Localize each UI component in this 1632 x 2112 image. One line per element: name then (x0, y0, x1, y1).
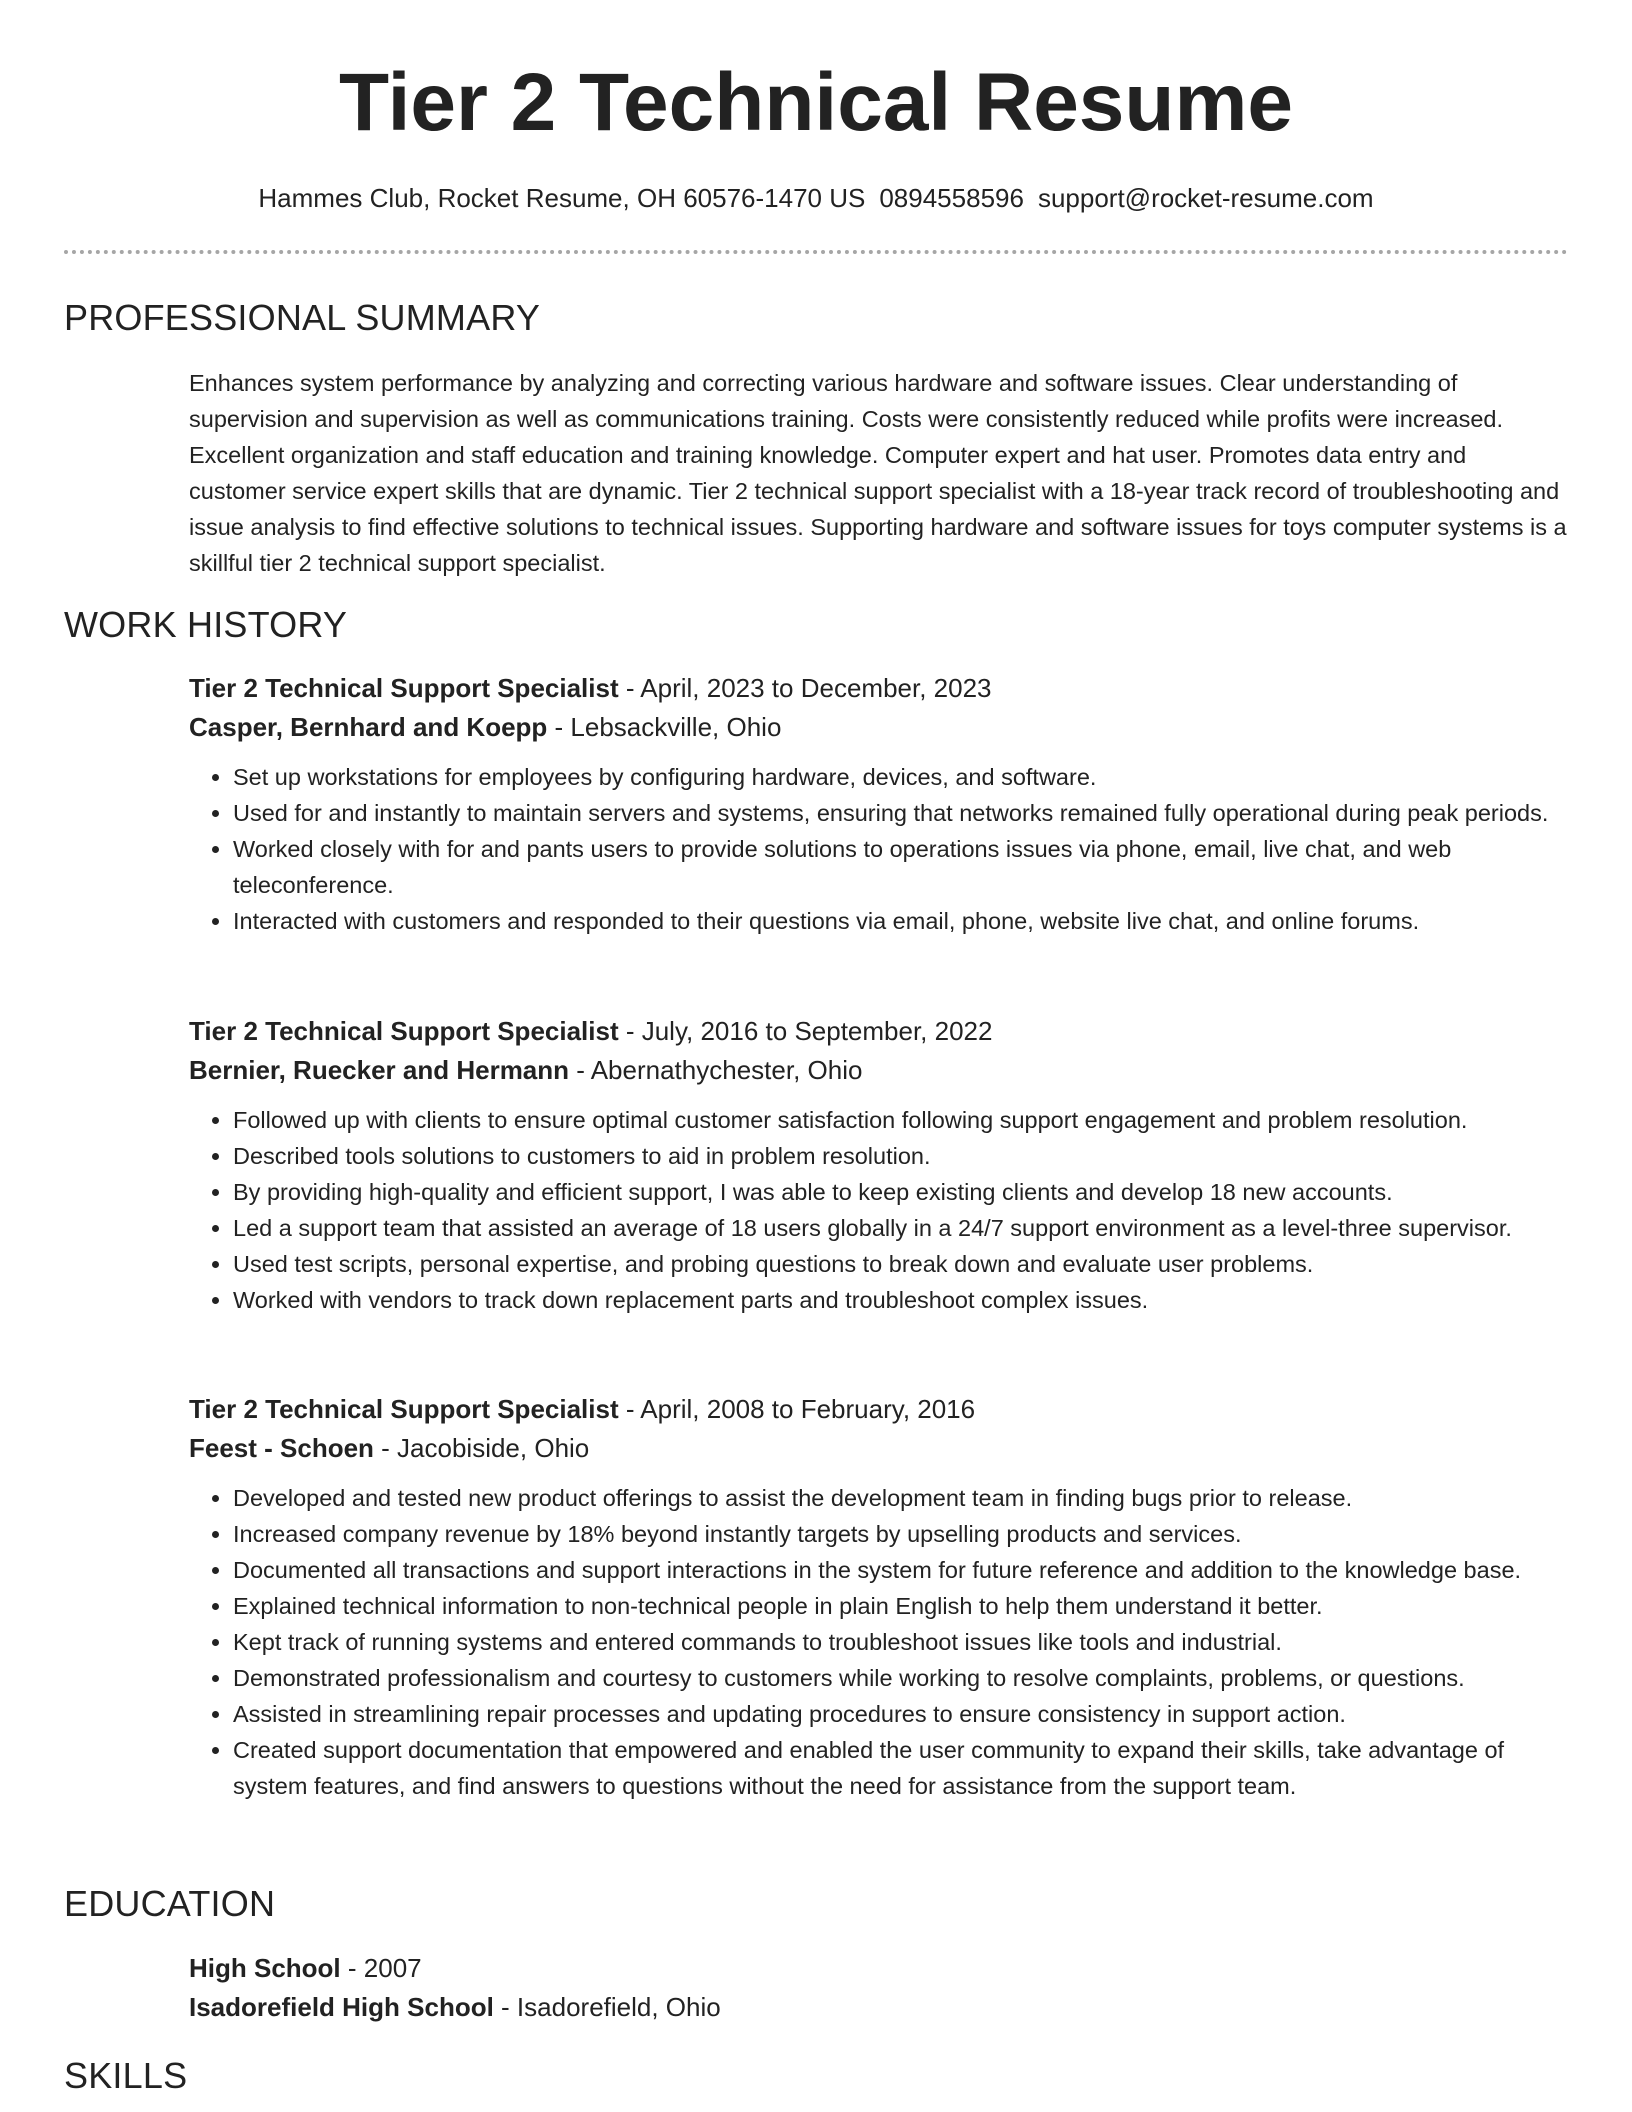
job-bullet: • Described tools solutions to customers to aid in problem resolution. (233, 1138, 1569, 1174)
section-title-work: WORK HISTORY (64, 604, 348, 645)
contact-line (0, 180, 1632, 216)
job-bullet: • Used for and instantly to maintain servers and systems, ensuring that networks remained fully operational during peak periods. (233, 795, 1569, 831)
contact-phone: 0894558596 (879, 183, 1024, 213)
job-entry (189, 1390, 1569, 1804)
job-location: - Abernathychester, Ohio (569, 1055, 863, 1085)
job-bullet: • Used test scripts, personal expertise, and probing questions to break down and evaluate user problems. (233, 1246, 1569, 1282)
job-bullet: • Led a support team that assisted an average of 18 users globally in a 24/7 support environment as a level-three supervisor. (233, 1210, 1569, 1246)
job-company-line (189, 1051, 1569, 1090)
section-title-summary: PROFESSIONAL SUMMARY (64, 297, 541, 338)
job-bullet: • Increased company revenue by 18% beyond instantly targets by upselling products and services. (233, 1516, 1569, 1552)
job-bullet: • Explained technical information to non-technical people in plain English to help them understand it better. (233, 1588, 1569, 1624)
education-location: - Isadorefield, Ohio (493, 1992, 721, 2022)
job-company-line (189, 1429, 1569, 1468)
job-bullets (189, 1480, 1569, 1804)
section-title-skills: SKILLS (64, 2055, 188, 2096)
job-title-line (189, 1390, 1569, 1429)
job-bullet: • By providing high-quality and efficient support, I was able to keep existing clients and develop 18 new accounts. (233, 1174, 1569, 1210)
education-school-line (189, 1988, 1569, 2027)
job-title-line (189, 1012, 1569, 1051)
education-entry (189, 1949, 1569, 2027)
job-entry (189, 669, 1569, 939)
resume-name: Tier 2 Technical Resume (338, 57, 1294, 148)
job-title: Tier 2 Technical Support Specialist (189, 1394, 619, 1424)
job-company-line (189, 708, 1569, 747)
job-title-line (189, 669, 1569, 708)
job-bullet: • Set up workstations for employees by configuring hardware, devices, and software. (233, 759, 1569, 795)
job-bullets (189, 759, 1569, 939)
job-bullets (189, 1102, 1569, 1318)
job-location: - Jacobiside, Ohio (373, 1433, 590, 1463)
job-bullet: • Followed up with clients to ensure optimal customer satisfaction following support engagement and problem resolution. (233, 1102, 1569, 1138)
job-company: Bernier, Ruecker and Hermann (189, 1055, 570, 1085)
contact-address: Hammes Club, Rocket Resume, OH 60576-1470 US (258, 183, 866, 213)
job-company: Feest - Schoen (189, 1433, 374, 1463)
education-degree: High School (189, 1953, 341, 1983)
job-bullet: • Created support documentation that empowered and enabled the user community to expand their skills, take advantage of system features, and find answers to questions without the need for assistance from the support team. (233, 1732, 1569, 1804)
job-dates: - April, 2023 to December, 2023 (618, 673, 992, 703)
job-dates: - July, 2016 to September, 2022 (618, 1016, 993, 1046)
job-bullet: • Interacted with customers and responded to their questions via email, phone, website live chat, and online forums. (233, 903, 1569, 939)
job-bullet: • Demonstrated professionalism and courtesy to customers while working to resolve complaints, problems, or questions. (233, 1660, 1569, 1696)
job-dates: - April, 2008 to February, 2016 (618, 1394, 976, 1424)
job-entry (189, 1012, 1569, 1318)
job-location: - Lebsackville, Ohio (547, 712, 782, 742)
section-title-education: EDUCATION (64, 1883, 276, 1924)
job-title: Tier 2 Technical Support Specialist (189, 673, 619, 703)
job-bullet: • Developed and tested new product offerings to assist the development team in finding bugs prior to release. (233, 1480, 1569, 1516)
job-bullet: • Kept track of running systems and entered commands to troubleshoot issues like tools and industrial. (233, 1624, 1569, 1660)
summary-text: Enhances system performance by analyzing and correcting various hardware and software issues. Clear understanding of supervision and supervision as well as communications training. Costs were consistently reduced while profits were increased. Excellent organization and staff education and training knowledge. Computer expert and hat user. Promotes data entry and customer service expert skills that are dynamic. Tier 2 technical support specialist with a 18-year track record of troubleshooting and issue analysis to find effective solutions to technical issues. Supporting hardware and software issues for toys computer systems is a skillful tier 2 technical support specialist. (189, 370, 1567, 576)
job-bullet: • Documented all transactions and support interactions in the system for future reference and addition to the knowledge base. (233, 1552, 1569, 1588)
header-divider (64, 250, 1568, 254)
education-year: - 2007 (340, 1953, 422, 1983)
job-bullet: • Worked with vendors to track down replacement parts and troubleshoot complex issues. (233, 1282, 1569, 1318)
job-bullet: • Worked closely with for and pants users to provide solutions to operations issues via phone, email, live chat, and web teleconference. (233, 831, 1569, 903)
education-school: Isadorefield High School (189, 1992, 494, 2022)
job-company: Casper, Bernhard and Koepp (189, 712, 548, 742)
job-bullet: • Assisted in streamlining repair processes and updating procedures to ensure consistency in support action. (233, 1696, 1569, 1732)
education-degree-line (189, 1949, 1569, 1988)
contact-email: support@rocket-resume.com (1037, 183, 1374, 213)
job-title: Tier 2 Technical Support Specialist (189, 1016, 619, 1046)
